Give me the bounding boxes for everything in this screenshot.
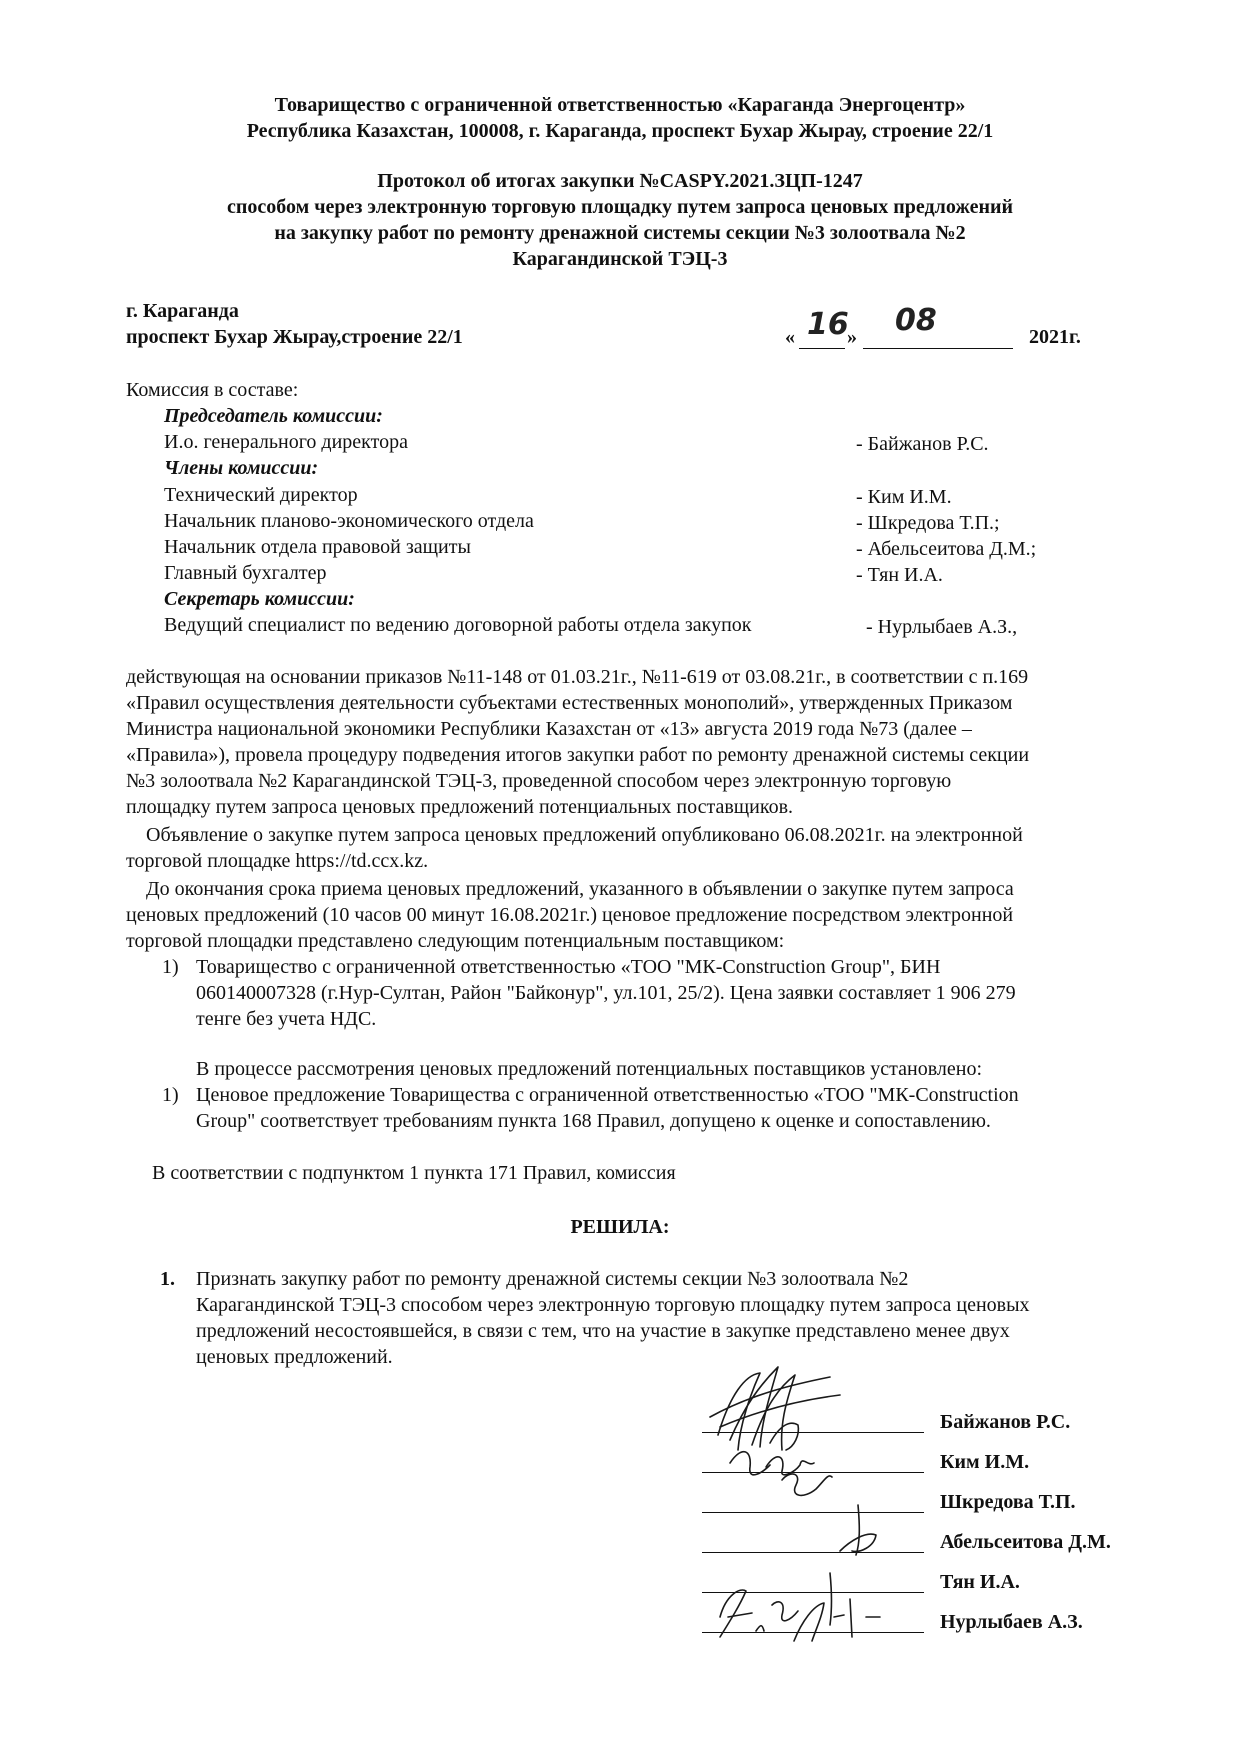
document-date [785,303,1090,352]
commission-decided-intro: В соответствии с подпунктом 1 пункта 171 Правил, комиссия [152,1162,676,1184]
text-line: ценовых предложений. [196,1346,393,1368]
deadline-line: ценовых предложений (10 часов 00 минут 16.08.2021г.) ценовое предложение посредством электронной [126,904,1014,926]
member-position: Начальник отдела правовой защиты [164,536,471,558]
text-line: площадку путем запроса ценовых предложений потенциальных поставщиков. [126,796,794,818]
chair-position: И.о. генерального директора [164,431,408,453]
text-line: Признать закупку работ по ремонту дренажной системы секции №3 золоотвала №2 [196,1268,909,1290]
deadline-line: торговой площадки представлено следующим потенциальным поставщиком: [126,930,785,952]
text-line: действующая на основании приказов №11-148 от 01.03.21г., №11-619 от 03.08.21г., в соответствии с п.169 [126,666,1029,688]
deadline-line: До окончания срока приема ценовых предложений, указанного в объявлении о закупке путем запроса [146,878,1014,900]
signatory-name: Ким И.М. [940,1451,1030,1473]
text-line: Карагандинской ТЭЦ-3 способом через электронную торговую площадку путем запроса ценовых [196,1294,1030,1316]
decision-number: 1. [160,1268,175,1290]
text-line: тенге без учета НДС. [196,1008,377,1030]
announcement-line: Объявление о закупке путем запроса ценовых предложений опубликовано 06.08.2021г. на электронной [146,824,1023,846]
org-address: Республика Казахстан, 100008, г. Караганда, проспект Бухар Жырау, строение 22/1 [246,120,994,142]
date-close-quote: » [847,326,857,348]
text-line: Министра национальной экономики Республики Казахстан от «13» августа 2019 года №73 (далее – [126,718,972,740]
date-year: 2021г. [1029,326,1081,348]
member-name: - Ким И.М. [856,486,952,508]
decision-heading: РЕШИЛА: [570,1216,670,1238]
list-number: 1) [162,1084,179,1106]
signature-5 [830,1573,832,1625]
handwritten-signatures [690,1355,940,1660]
review-intro: В процессе рассмотрения ценовых предложений потенциальных поставщиков установлено: [196,1058,982,1080]
secretary-heading: Секретарь комиссии: [164,588,355,610]
review-item [196,1082,1142,1134]
signatory-name: Байжанов Р.С. [940,1411,1071,1433]
chair-name: - Байжанов Р.С. [856,433,989,455]
signature-2 [730,1452,814,1475]
text-line: «Правил осуществления деятельности субъектами естественных монополий», утвержденных Приказом [126,692,1013,714]
signatory-name: Абельсеитова Д.М. [940,1531,1111,1553]
text-line: Товарищество с ограниченной ответственностью «ТОО "МК-Construction Group", БИН [196,956,941,978]
date-open-quote: « [785,326,795,348]
signature-3 [782,1474,832,1495]
date-month: 08 [895,303,937,338]
signatory-name: Нурлыбаев А.З. [940,1611,1083,1633]
date-day-underline [799,348,845,349]
date-day: 16 [807,307,849,342]
text-line: №3 золоотвала №2 Карагандинской ТЭЦ-3, проведенной способом через электронную торговую [126,770,952,792]
signatory-name: Шкредова Т.П. [940,1491,1076,1513]
member-position: Начальник планово-экономического отдела [164,510,534,532]
text-line: «Правила»), провела процедуру подведения итогов закупки работ по ремонту дренажной системы секции [126,744,1030,766]
protocol-subtitle-1: способом через электронную торговую площадку путем запроса ценовых предложений [226,196,1014,218]
decision-text [196,1266,1142,1370]
supplier-item [196,954,1142,1032]
date-month-underline [863,348,1013,349]
members-heading: Члены комиссии: [164,457,319,479]
signature-4 [840,1505,876,1555]
list-number: 1) [162,956,179,978]
commission-intro: Комиссия в составе: [126,379,299,401]
chair-heading: Председатель комиссии: [164,405,383,427]
secretary-name: - Нурлыбаев А.З., [866,616,1018,638]
protocol-title: Протокол об итогах закупки №CASPY.2021.ЗЦП-1247 [377,170,863,192]
org-name: Товарищество с ограниченной ответственностью «Караганда Энергоцентр» [274,94,966,116]
text-line: 060140007328 (г.Нур-Султан, Район "Байконур", ул.101, 25/2). Цена заявки составляет 1 906 279 [196,982,1016,1004]
member-position: Технический директор [164,484,358,506]
secretary-position: Ведущий специалист по ведению договорной работы отдела закупок [164,614,752,636]
signatory-name: Тян И.А. [940,1571,1020,1593]
member-name: - Абельсеитова Д.М.; [856,538,1037,560]
protocol-subtitle-3: Карагандинской ТЭЦ-3 [512,248,728,270]
signature-1 [710,1367,840,1450]
text-line: Ценовое предложение Товарищества с ограниченной ответственностью «ТОО "МК-Construction [196,1084,1019,1106]
member-name: - Шкредова Т.П.; [856,512,1000,534]
announcement-line: торговой площадке https://td.ccx.kz. [126,850,429,872]
signature-6 [720,1590,880,1641]
city: г. Караганда [126,300,239,322]
text-line: Group" соответствует требованиям пункта 168 Правил, допущено к оценке и сопоставлению. [196,1110,991,1132]
address: проспект Бухар Жырау,строение 22/1 [126,326,463,348]
paragraph-basis [126,664,1142,820]
protocol-subtitle-2: на закупку работ по ремонту дренажной системы секции №3 золоотвала №2 [274,222,966,244]
member-position: Главный бухгалтер [164,562,327,584]
member-name: - Тян И.А. [856,564,943,586]
text-line: предложений несостоявшейся, в связи с тем, что на участие в закупке представлено менее двух [196,1320,1010,1342]
